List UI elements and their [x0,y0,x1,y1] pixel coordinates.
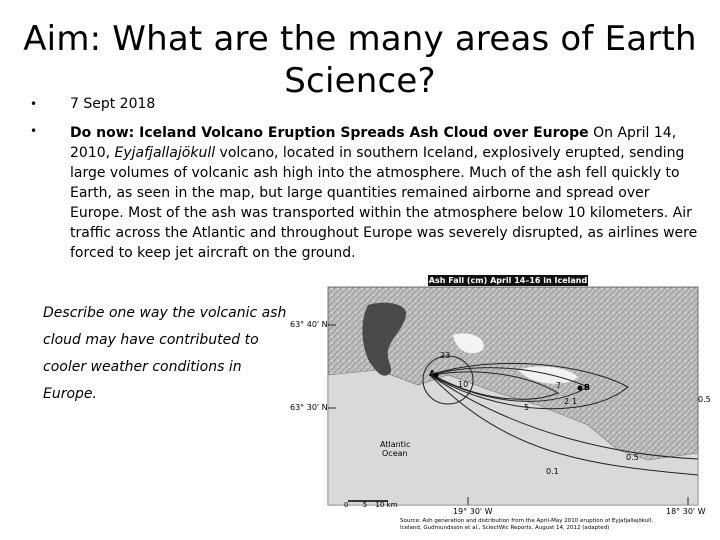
point-b-label: B [584,383,591,392]
do-now-paragraph [70,123,702,263]
map-source [400,518,718,532]
contour-label: 0.5 [698,395,711,404]
contour-label: 10 [458,380,469,389]
contour-label: 7 [556,381,562,390]
longitude-label-left: 19° 30' W [453,507,493,516]
ash-fall-map [288,275,718,537]
scale-label: 10 km [375,501,398,509]
map-graphic [288,275,718,537]
bullet-dot: • [30,97,38,111]
scale-label: 5 [362,501,368,509]
latitude-label-bottom: 63° 30' N [290,403,328,412]
paragraph-text: On April 14, 2010, [70,125,677,161]
source-line: Source: Ash generation and distribution from the April-May 2010 eruption of Eyjafjallajökull, [400,518,653,524]
scale-label: 0 [344,501,349,509]
point-b-marker [578,386,583,391]
date-text: 7 Sept 2018 [70,96,156,112]
paragraph-text: volcano, located in southern Iceland, explosively erupted, sending large volumes of volcanic ash high into the atmosphere. Much of the ash fell quickly to Earth, as seen in the map, but large quantities remained airborne and spread over Europe. Most of the ash was transported within the atmosphere below 10 kilometers. Air traffic across the Atlantic and throughout Europe was severely disrupted, as airlines were forced to keep jet aircraft on the ground. [70,145,698,261]
volcano-name: Eyjafjallajökull [114,145,216,161]
longitude-label-right: 18° 30' W [666,507,706,516]
latitude-label-top: 63° 40' N [290,320,328,329]
contour-label: 1 [572,397,578,406]
contour-label: 2 [564,397,570,406]
do-now-label: Do now: Iceland Volcano Eruption Spreads Ash Cloud over Europe [70,125,589,141]
contour-label: 0.1 [546,467,559,476]
contour-label: 5 [524,403,530,412]
ocean-label: Atlantic [380,440,411,449]
slide-title: Aim: What are the many areas of Earth Science? [23,19,697,101]
point-a-label: A [429,369,436,378]
question-text: Describe one way the volcanic ash cloud may have contributed to cooler weather conditions in Europe. [43,305,287,402]
contour-label: 23 [440,351,451,360]
ocean-label: Ocean [382,449,408,458]
map-title: Ash Fall (cm) April 14–16 in Iceland [428,276,588,285]
scale-labels [344,501,397,509]
bullet-dot: • [30,124,38,138]
source-line: Iceland, Gudmundsson et al., SciectWic Reports, August 14, 2012 (adapted) [400,525,610,531]
contour-label: 0.5 [626,453,639,462]
